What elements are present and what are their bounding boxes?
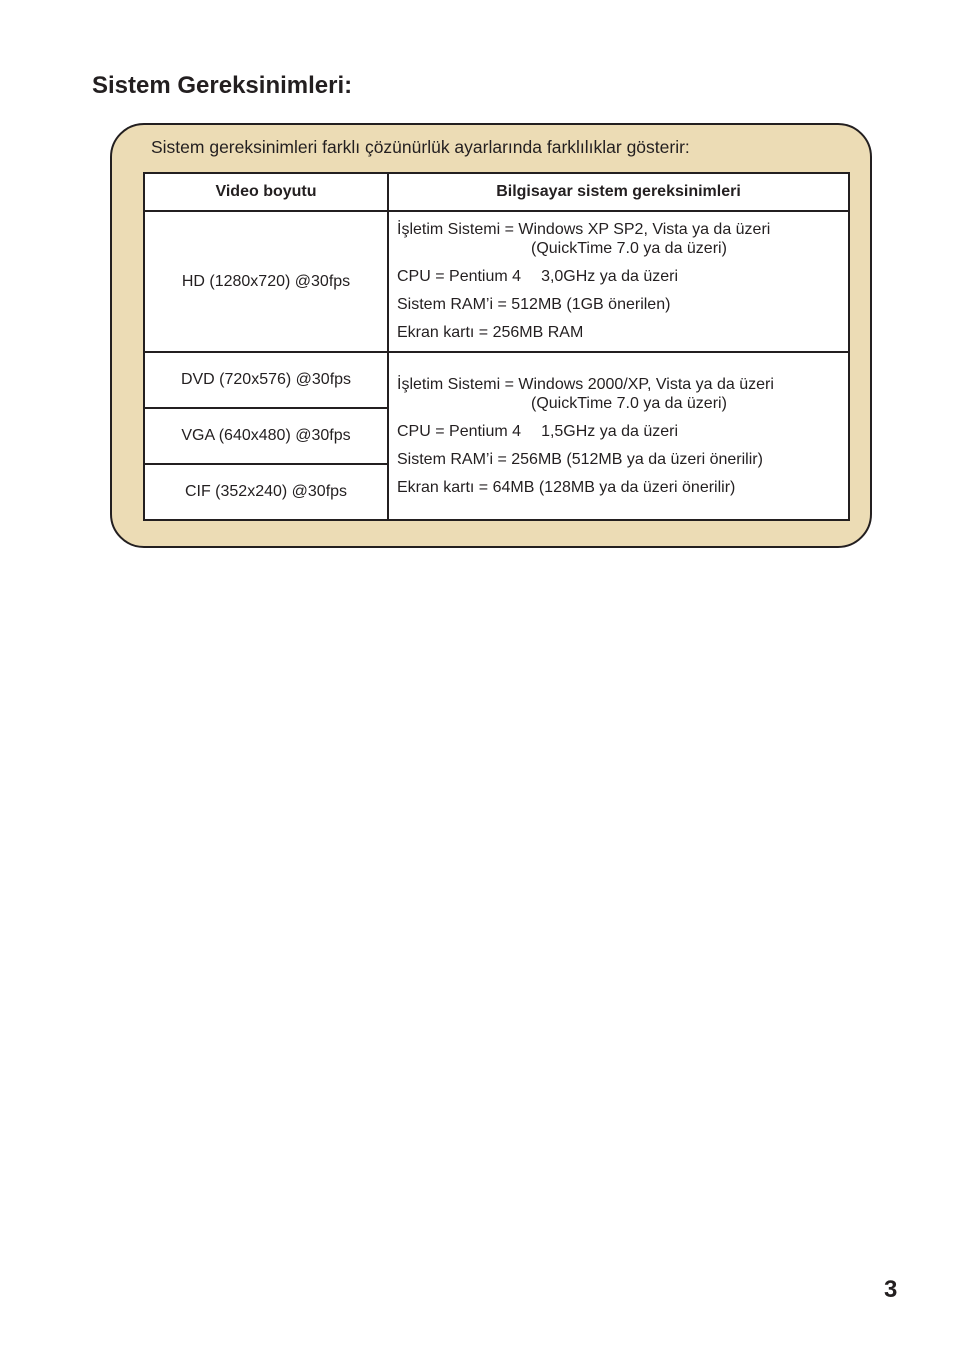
gpu-requirement: Ekran kartı = 256MB RAM — [397, 324, 584, 341]
page-title: Sistem Gereksinimleri: — [92, 72, 353, 99]
header-video-size: Video boyutu — [144, 173, 388, 211]
table-header-row — [144, 173, 849, 211]
cpu-speed: 3,0GHz ya da üzeri — [541, 268, 679, 285]
os-text: İşletim Sistemi = Windows 2000/XP, Vista ya da üzeri — [397, 376, 774, 393]
ram-requirement: Sistem RAM’i = 512MB (1GB önerilen) — [397, 296, 671, 313]
requirements-table — [143, 172, 850, 521]
os-requirement — [397, 375, 848, 413]
page-number: 3 — [884, 1276, 898, 1303]
video-size-hd: HD (1280x720) @30fps — [144, 211, 388, 352]
requirements-hd — [388, 211, 849, 352]
os-requirement — [397, 220, 848, 258]
os-note: (QuickTime 7.0 ya da üzeri) — [531, 395, 727, 412]
video-size-cif: CIF (352x240) @30fps — [144, 464, 388, 520]
video-size-dvd: DVD (720x576) @30fps — [144, 352, 388, 408]
os-text: İşletim Sistemi = Windows XP SP2, Vista ya da üzeri — [397, 221, 771, 238]
table-row — [144, 352, 849, 408]
os-note: (QuickTime 7.0 ya da üzeri) — [531, 240, 727, 257]
cpu-text: CPU = Pentium 4 — [397, 423, 522, 440]
cpu-requirement — [397, 422, 848, 441]
panel-intro-text: Sistem gereksinimleri farklı çözünürlük ayarlarında farklılıklar gösterir: — [151, 137, 690, 157]
header-system-requirements: Bilgisayar sistem gereksinimleri — [388, 173, 849, 211]
table-row — [144, 211, 849, 352]
requirements-lower — [388, 352, 849, 520]
cpu-speed: 1,5GHz ya da üzeri — [541, 423, 679, 440]
cpu-requirement — [397, 267, 848, 286]
ram-requirement: Sistem RAM’i = 256MB (512MB ya da üzeri önerilir) — [397, 451, 763, 468]
gpu-requirement: Ekran kartı = 64MB (128MB ya da üzeri önerilir) — [397, 479, 736, 496]
requirements-panel — [110, 123, 872, 548]
video-size-vga: VGA (640x480) @30fps — [144, 408, 388, 464]
cpu-text: CPU = Pentium 4 — [397, 268, 522, 285]
